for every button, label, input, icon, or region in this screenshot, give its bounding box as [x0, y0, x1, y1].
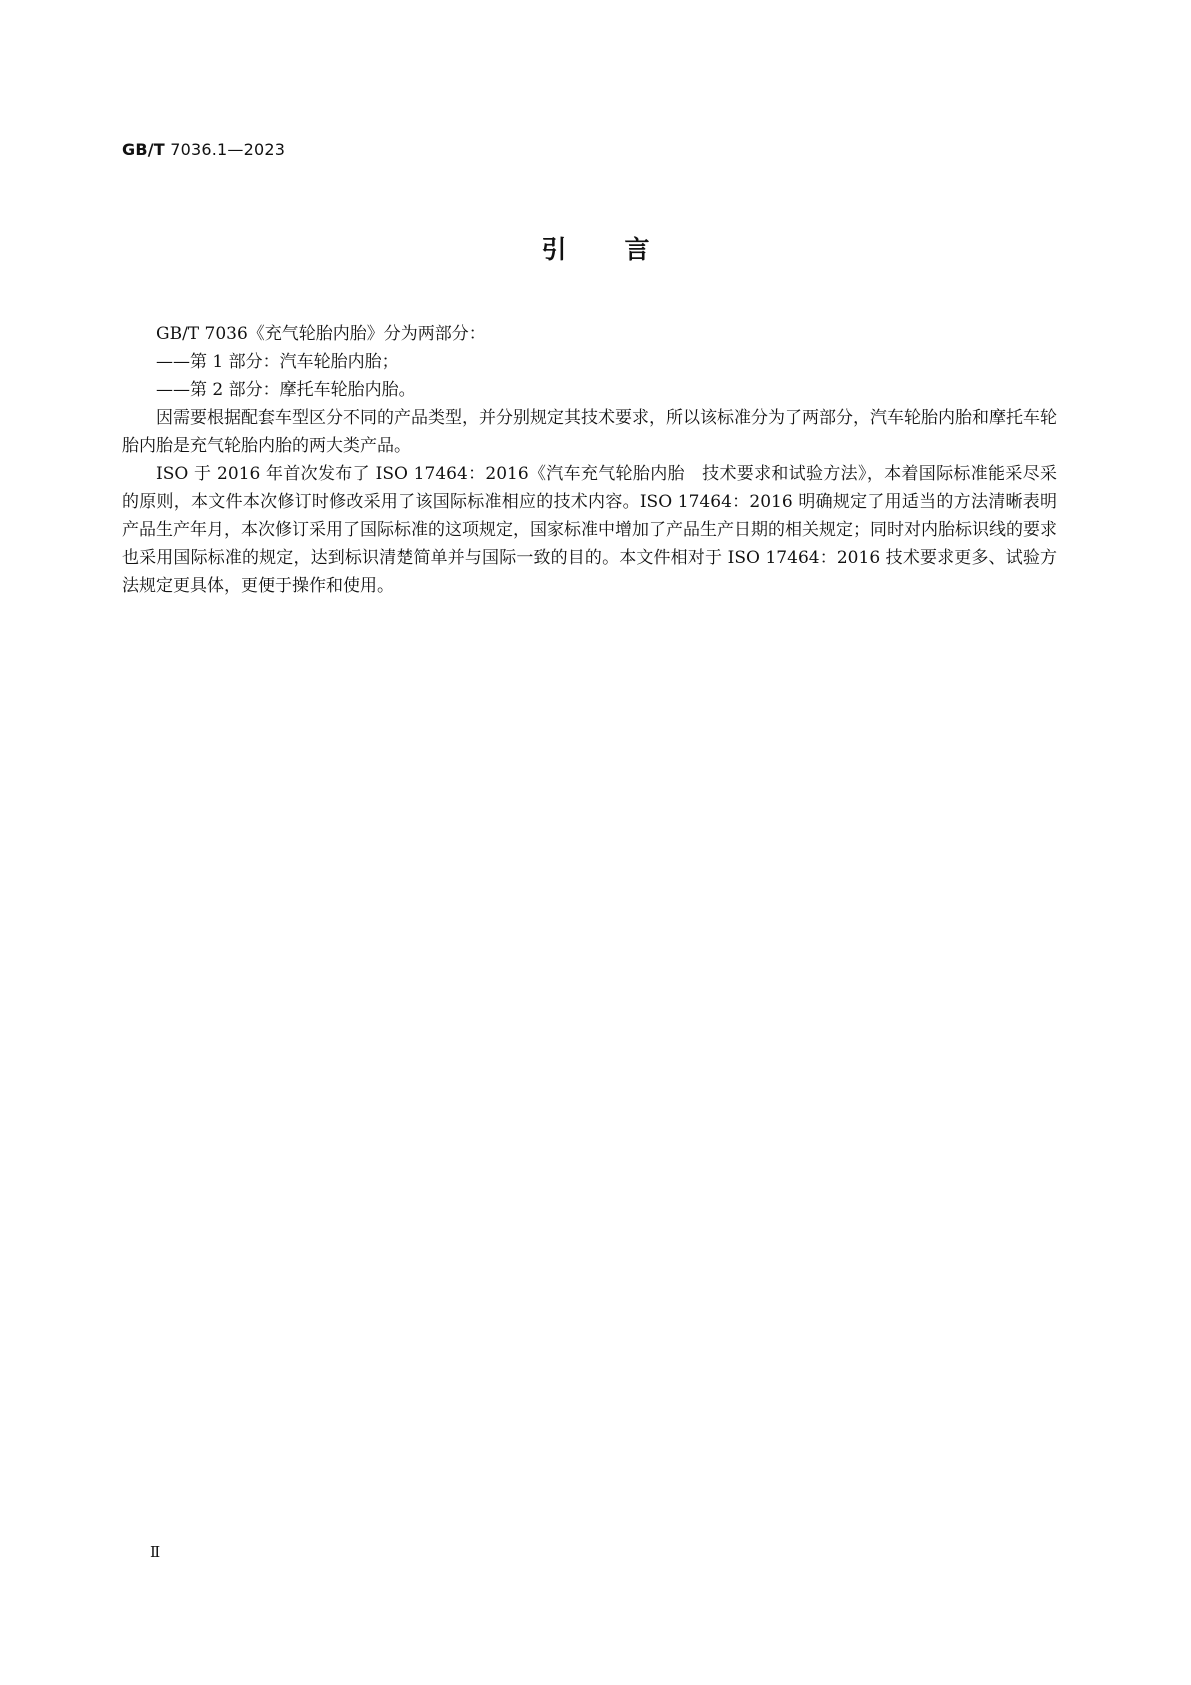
list-item-part-1: ——第 1 部分：汽车轮胎内胎； [156, 352, 399, 372]
paragraph-intro: GB/T 7036《充气轮胎内胎》分为两部分： [156, 324, 486, 344]
introduction-body [122, 320, 1057, 600]
list-item-part-2: ——第 2 部分：摩托车轮胎内胎。 [156, 380, 416, 400]
paragraph-iso-relation: ISO 于 2016 年首次发布了 ISO 17464：2016《汽车充气轮胎内胎 技术要求和试验方法》，本着国际标准能采尽采的原则，本文件本次修订时修改采用了该国际标准相应的技术内容。ISO 17464：2016 明确规定了用适当的方法清晰表明产品生产年月，本次修订采用了国际标准的这项规定，国家标准中增加了产品生产日期的相关规定；同时对内胎标识线的要求也采用国际标准的规定，达到标识清楚简单并与国际一致的目的。本文件相对于 ISO 17464：2016 技术要求更多、试验方法规定更具体，更便于操作和使用。 [122, 464, 1057, 596]
page-number: Ⅱ [150, 1543, 161, 1561]
page-title: 引言 [541, 235, 708, 264]
standard-number-header [122, 140, 285, 159]
standard-prefix: GB/T [122, 140, 165, 159]
paragraph-reason: 因需要根据配套车型区分不同的产品类型，并分别规定其技术要求，所以该标准分为了两部分，汽车轮胎内胎和摩托车轮胎内胎是充气轮胎内胎的两大类产品。 [122, 408, 1057, 456]
standard-number: 7036.1—2023 [170, 140, 286, 159]
